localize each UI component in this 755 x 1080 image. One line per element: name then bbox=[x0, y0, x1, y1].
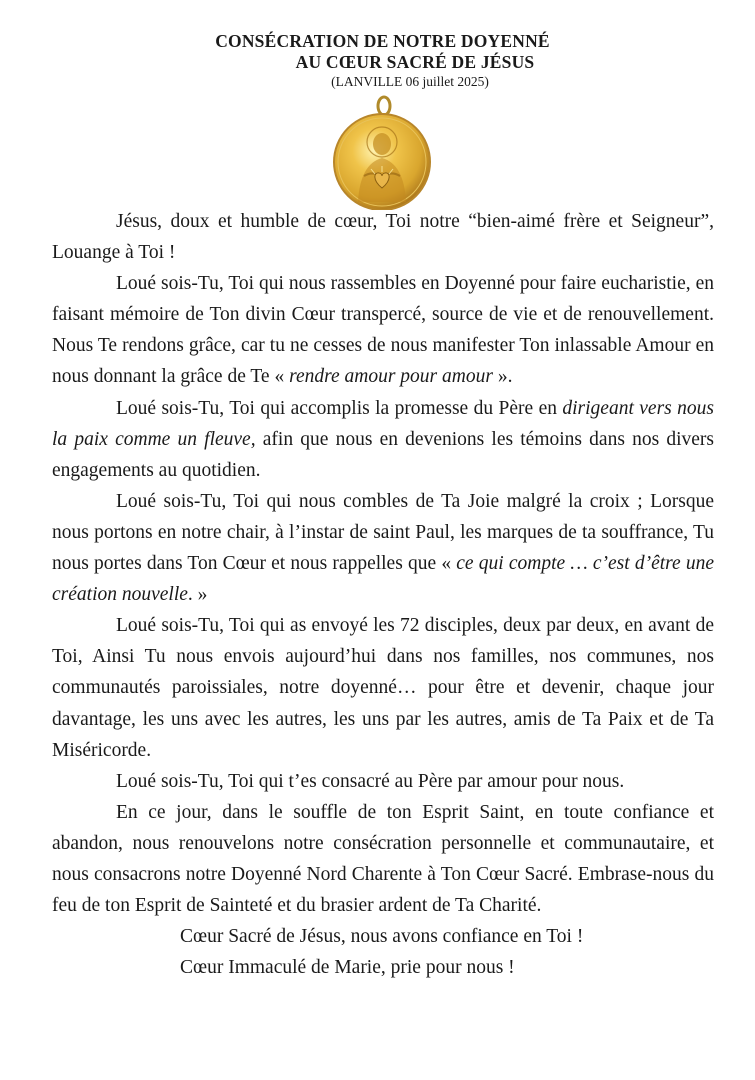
paragraph-6-text: Loué sois-Tu, Toi qui t’es consacré au Père par amour pour nous. bbox=[116, 770, 625, 792]
paragraph-4-italic: ce qui compte … c’est d’être une création nouvelle bbox=[52, 553, 714, 606]
paragraph-5-text: Loué sois-Tu, Toi qui as envoyé les 72 disciples, deux par deux, en avant de Toi, Ainsi Tu nous envois aujourd’hui dans nos familles, nos communes, nos communautés paroissiales, notre doyenné… pour être et devenir, chaque jour davantage, les uns avec les autres, les uns par les autres, amis de Ta Paix et de Ta Miséricorde. bbox=[52, 615, 714, 761]
paragraph-3-italic: dirigeant vers nous la paix comme un fleuve, bbox=[52, 397, 714, 450]
subtitle-date: (LANVILLE 06 juillet 2025) bbox=[331, 74, 489, 89]
paragraph-1-text: Jésus, doux et humble de cœur, Toi notre “bien-aimé frère et Seigneur”, Louange à Toi ! bbox=[52, 211, 714, 264]
consecration-text bbox=[52, 206, 714, 983]
paragraph-2-italic: rendre amour pour amour bbox=[289, 366, 493, 388]
paragraph-7-text: En ce jour, dans le souffle de ton Esprit Saint, en toute confiance et abandon, nous renouvelons notre consécration personnelle et communautaire, et nous consacrons notre Doyenné Nord Charente à Ton Cœur Sacré. Embrase-nous du feu de ton Esprit de Sainteté et du brasier ardent de Ta Charité. bbox=[52, 801, 714, 917]
paragraph-2-text: Loué sois-Tu, Toi qui nous rassembles en Doyenné pour faire eucharistie, en faisant mémoire de Ton divin Cœur transpercé, source de vie et de renouvellement. Nous Te rendons grâce, car tu ne cesses de nous manifester Ton inlassable Amour en nous donnant la grâce de Te « bbox=[52, 273, 714, 388]
title-line-2: AU CŒUR SACRÉ DE JÉSUS bbox=[295, 52, 535, 72]
paragraph-3 bbox=[52, 393, 714, 486]
paragraph-3-end: afin que nous en devenions les témoins dans nos divers engagements au quotidien. bbox=[52, 428, 715, 481]
closing-line-1: Cœur Sacré de Jésus, nous avons confiance en Toi ! bbox=[180, 926, 584, 948]
paragraph-1 bbox=[52, 206, 714, 268]
title-line-1: CONSÉCRATION DE NOTRE DOYENNÉ bbox=[215, 31, 550, 51]
sacred-heart-medal-icon bbox=[328, 92, 436, 210]
paragraph-4-text: Loué sois-Tu, Toi qui nous combles de Ta Joie malgré la croix ; Lorsque nous portons en notre chair, à l’instar de saint Paul, les marques de ta souffrance, Tu nous portes dans Ton Cœur et nous rappelles que « bbox=[52, 490, 714, 575]
paragraph-4 bbox=[52, 486, 714, 610]
paragraph-2 bbox=[52, 268, 714, 392]
paragraph-5 bbox=[52, 610, 714, 765]
paragraph-3-text: Loué sois-Tu, Toi qui accomplis la promesse du Père en bbox=[116, 397, 563, 419]
paragraph-6 bbox=[52, 766, 714, 797]
paragraph-4-end: . » bbox=[187, 584, 208, 606]
paragraph-7 bbox=[52, 797, 714, 921]
paragraph-2-end: ». bbox=[492, 366, 513, 388]
closing-line-2: Cœur Immaculé de Marie, prie pour nous ! bbox=[180, 957, 515, 979]
